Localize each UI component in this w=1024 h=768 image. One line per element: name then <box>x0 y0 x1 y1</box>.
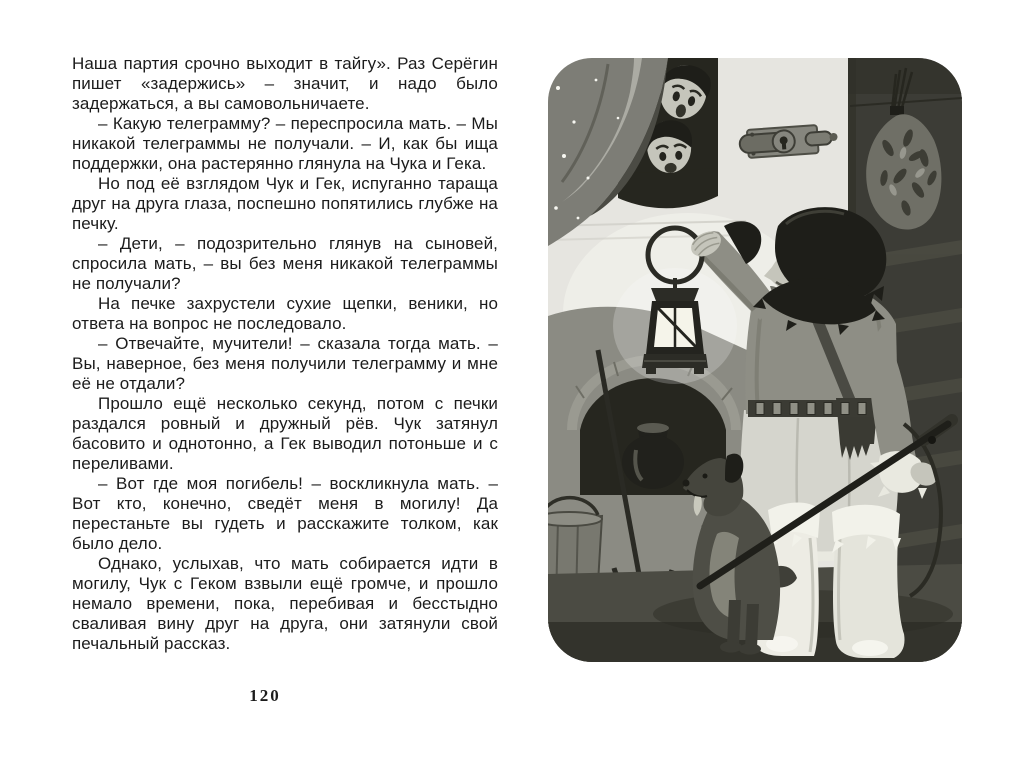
page-number: 120 <box>249 686 281 705</box>
paragraph: – Дети, – подозрительно глянув на сыновей, спросила мать, – вы без меня никакой телеграммы не получали? <box>72 234 498 293</box>
paragraph: – Отвечайте, мучители! – сказала тогда мать. – Вы, наверное, без меня получили телеграмму и мне её не отдали? <box>72 334 498 393</box>
text-column <box>72 54 498 654</box>
paragraph: Но под её взглядом Чук и Гек, испуганно тараща друг на друга глаза, поспешно попятились глубже на печку. <box>72 174 498 233</box>
paragraph: Наша партия срочно выходит в тайгу». Раз Серёгин пишет «задержись» – значит, и надо было задержаться, а вы самовольничаете. <box>72 54 498 113</box>
paragraph: – Какую телеграмму? – переспросила мать. – Мы никакой телеграммы не получали. – И, как бы ища поддержки, она растерянно глянула на Чука и Гека. <box>72 114 498 173</box>
illustration <box>548 58 962 662</box>
paragraph: На печке захрустели сухие щепки, веники, но ответа на вопрос не последовало. <box>72 294 498 333</box>
paragraph: – Вот где моя погибель! – воскликнула мать. – Вот кто, конечно, сведёт меня в могилу! Да перестаньте вы гудеть и расскажите толком, как было дело. <box>72 474 498 553</box>
paragraph: Прошло ещё несколько секунд, потом с печки раздался ровный и дружный рёв. Чук затянул басовито и однотонно, а Гек выводил потоньше и с переливами. <box>72 394 498 473</box>
paragraph: Однако, услыхав, что мать собирается идти в могилу, Чук с Геком взвыли ещё громче, и прошло немало времени, пока, перебивая и бесстыдно сваливая вину друг на друга, они затянули свой печальный рассказ. <box>72 554 498 653</box>
right-page <box>512 0 1024 768</box>
